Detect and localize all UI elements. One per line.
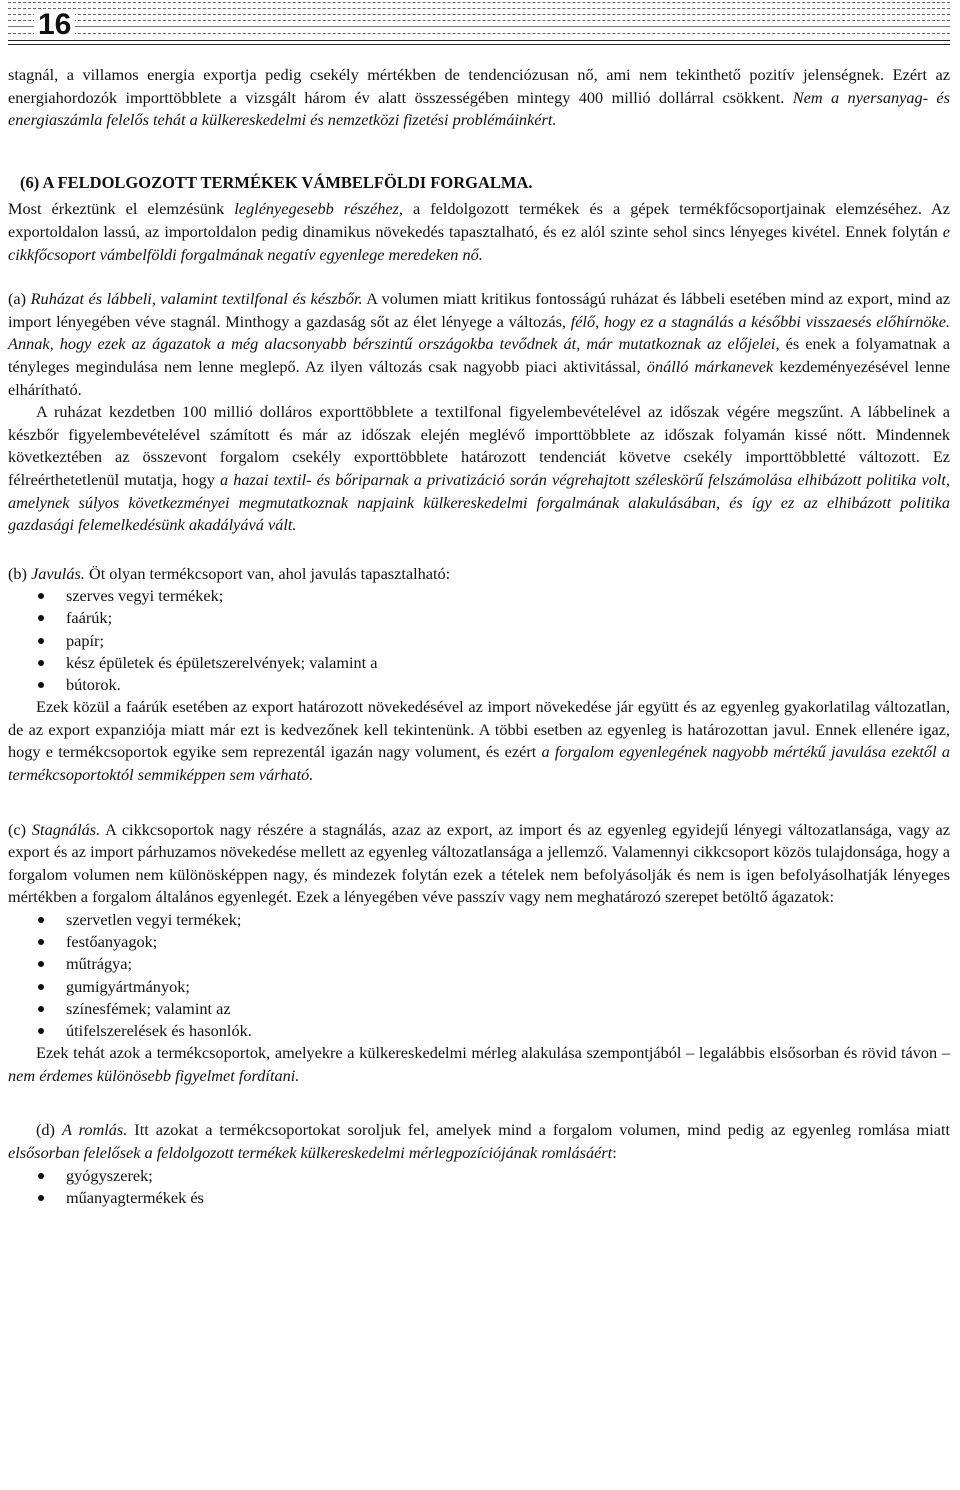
header-rule [8, 8, 950, 9]
emphasis-run: a forgalom egyenlegének nagyobb mértékű javulása ezektől a termékcsoportoktól semmiképpen sem várható. [8, 742, 950, 785]
list-item: műtrágya; [32, 953, 950, 975]
subsection-title: Stagnálás. [31, 819, 101, 839]
emphasis-run: elsősorban felelősek a feldolgozott termékek külkereskedelmi mérlegpozíciójának romlásáért [8, 1143, 613, 1163]
emphasis-run: e cikkfőcsoport vámbelföldi forgalmának negatív egyenlege meredeken nő. [8, 221, 950, 264]
subsection-title: Ruházat és lábbeli, valamint textilfonal és készbőr. [30, 289, 363, 309]
subsection-label: (c) [8, 819, 32, 839]
text-run: a feldolgozott termékek és a gépek termékfőcsoportjainak elemzéséhez. Az exportoldalon lassú, az importoldalon pedig dinamikus növekedés tapasztalható, és ez alól szinte sehol sincs lényeges kivétel. Ennek folytán [8, 199, 951, 241]
page-number: 16 [34, 10, 75, 40]
text-run: Most érkeztünk el elemzésünk [8, 199, 235, 219]
emphasis-run: leglényegesebb részéhez, [234, 199, 403, 219]
list-item: papír; [32, 630, 950, 652]
list-item: színesfémek; valamint az [32, 998, 950, 1020]
subsection-c-list [32, 909, 950, 1042]
text-run: A ruházat kezdetben 100 millió dolláros exporttöbblete a textilfonal figyelembevételével az időszak végére megszűnt. A lábbelinek a készbőr figyelembevételével számított és már az időszak elején meglévő importtöbblete az időszak folyamán kissé nőtt. Mindennek következtében az összevont forgalom csekély exporttöbblete határozott tendenciát követve csekély importtöbbletté változott. Ez félreérthetetlenül mutatja, hogy [8, 402, 950, 489]
emphasis-run: félő, hogy ez a stagnálás a későbbi visszaesés előhírnöke. Annak, hogy ezek az ágazatok a még alacsonyabb bérszintű országokba tevődnek át, már mutatkoznak az előjelei, [8, 311, 950, 354]
section-intro-paragraph [8, 198, 950, 266]
text-run: A cikkcsoportok nagy részére a stagnálás, azaz az export, az import és az egyenleg egyidejű lényegi változatlansága, vagy az export és az import párhuzamos növekedése mellett az egyenleg változatlansága a jellemző. Valamennyi cikkcsoport közös tulajdonsága, hogy a forgalom volumen nem különösképpen nagy, és mindezek folytán ezek a tételek nem befolyásolják és nem is igen befolyásolhatják lényeges mértékben a forgalom általános egyenlegét. Ezek a lényegében véve passzív vagy nem meghatározó szerepet betöltő ágazatok: [8, 819, 950, 907]
subsection-d-intro [8, 1119, 950, 1164]
intro-paragraph [8, 64, 950, 132]
header-rule [8, 2, 950, 3]
list-item: műanyagtermékek és [32, 1187, 950, 1209]
subsection-c-paragraph [8, 1042, 950, 1087]
subsection-b-list [32, 585, 950, 696]
list-item: gyógyszerek; [32, 1165, 950, 1187]
subsection-label: (d) [36, 1120, 62, 1140]
emphasis-run: nem érdemes különösebb figyelmet fordítani. [8, 1065, 300, 1085]
header-rule [8, 44, 950, 45]
text-run: és enek a folyamatnak a tényleges megindulása nem lenne meglepő. Az ilyen változás csak nagyobb piaci aktivitással, [8, 334, 950, 376]
subsection-d-list [32, 1165, 950, 1209]
text-run: Ezek tehát azok a termékcsoportok, amelyekre a külkereskedelmi mérleg alakulása szempontjából – legalábbis elsősorban és rövid távon – [36, 1043, 950, 1063]
section-heading: (6) A FELDOLGOZOTT TERMÉKEK VÁMBELFÖLDI FORGALMA. [20, 172, 533, 192]
emphasis-run: önálló márkanevek [646, 356, 774, 376]
subsection-title: Javulás. [31, 563, 85, 583]
page-header [8, 0, 950, 46]
list-item: bútorok. [32, 674, 950, 696]
header-rule [8, 40, 950, 41]
subsection-label: (b) [8, 563, 32, 583]
list-item: faárúk; [32, 607, 950, 629]
header-rule [8, 20, 950, 21]
text-run: : [612, 1143, 617, 1163]
subsection-b-intro [8, 563, 950, 586]
list-item: szerves vegyi termékek; [32, 585, 950, 607]
subsection-c-intro [8, 819, 950, 909]
subsection-a-paragraph [8, 288, 950, 401]
subsection-b-paragraph [8, 696, 950, 786]
header-rule [8, 33, 950, 34]
text-run: Ezek közül a faárúk esetében az export határozott növekedésével az import növekedése jár együtt és az egyenleg gyakorlatilag változatlan, de az export expanziója miatt már ezt is kedvezőnek kell tekintenünk. A többi esetben az egyenleg is határozottan javul. Ennek ellenére igaz, hogy e termékcsoportok egyike sem reprezentál igazán nagy volument, és ezért [8, 697, 950, 762]
intro-text: stagnál, a villamos energia exportja pedig csekély mértékben de tendenciózusan nő, ami nem tekinthető pozitív jelenségnek. Ezért az energiahordozók importtöbblete a vizsgált három év alatt összességében mintegy 400 millió dollárral csökkent. [8, 65, 950, 107]
subsection-a-paragraph-2 [8, 401, 950, 537]
text-run: kezdeményezésével lenne elhárítható. [8, 356, 951, 399]
intro-emphasis: Nem a nyersanyag- és energiaszámla felelős tehát a külkereskedelmi és nemzetközi fizetési problémáinkért. [8, 87, 950, 130]
list-item: szervetlen vegyi termékek; [32, 909, 950, 931]
list-item: festőanyagok; [32, 931, 950, 953]
text-run: A volumen miatt kritikus fontosságú ruházat és lábbeli esetében mind az export, mind az import lényegében véve stagnál. Minthogy a gazdaság sőt az élet lényege a változás, [8, 289, 951, 331]
list-item: útifelszerelések és hasonlók. [32, 1020, 950, 1042]
text-run: Öt olyan termékcsoport van, ahol javulás tapasztalható: [84, 563, 451, 583]
list-item: gumigyártmányok; [32, 976, 950, 998]
header-rule [8, 26, 950, 27]
header-rule [8, 14, 950, 15]
subsection-label: (a) [8, 289, 31, 309]
text-run: Itt azokat a termékcsoportokat soroljuk fel, amelyek mind a forgalom volumen, mind pedig az egyenleg romlása miatt [127, 1120, 951, 1140]
emphasis-run: a hazai textil- és bőriparnak a privatizáció során végrehajtott széleskörű felszámolása elhibázott politika volt, amelynek súlyos következményei megmutatkoznak napjaink külkereskedelmi forgalmának alakulásában, és így ez az elhibázott politika gazdasági felemelkedésünk akadályává vált. [8, 469, 951, 535]
subsection-title: A romlás. [61, 1120, 128, 1140]
list-item: kész épületek és épületszerelvények; valamint a [32, 652, 950, 674]
